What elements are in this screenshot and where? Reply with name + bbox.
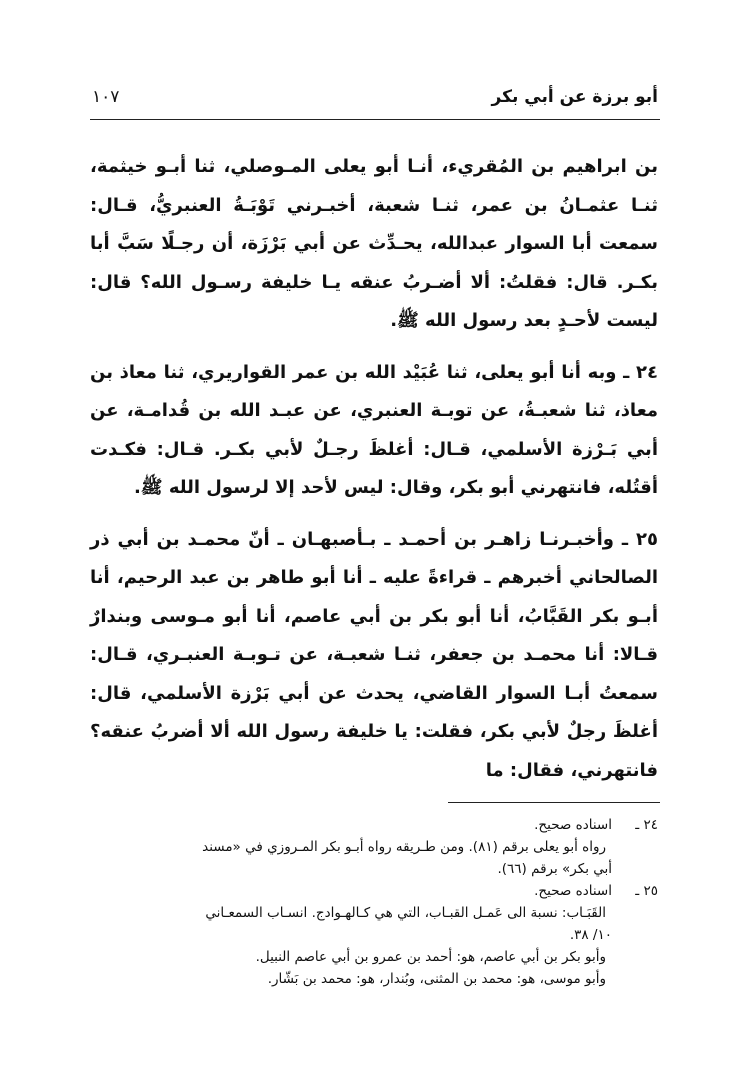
footnote-24	[92, 814, 658, 880]
footnote-25	[92, 880, 658, 990]
footnote-content	[92, 880, 612, 990]
footnote-content	[92, 814, 612, 880]
footnote-line: رواه أبو يعلى برقم (٨١). ومن طـريقه رواه أبـو بكر المـروزي في «مسند	[202, 839, 606, 855]
paragraph-24: ٢٤ ـ وبه أنا أبو يعلى، ثنا عُبَيْد الله بن عمر القواريري، ثنا معاذ بن معاذ، ثنا شعبـةُ، عن توبـة العنبري، عن عبـد الله بن قُدامـة، عن أبي بَـرْزة الأسلمي، قـال: أغلظَ رجـلٌ لأبي بكـر. قـال: فكـدت أقتُله، فانتهرني أبو بكر، وقال: ليس لأحد إلا لرسول الله ﷺ.	[90, 361, 658, 498]
footnote-number: ٢٥ ـ	[635, 883, 658, 899]
paragraph-25: ٢٥ ـ وأخبـرنـا زاهـر بن أحمـد ـ بـأصبهـان ـ أنّ محمـد بن أبي ذر الصالحاني أخبرهم ـ قراءةً عليه ـ أنا أبو طاهر بن عبد الرحيم، أنا أبـو بكر القَبَّابُ، أنا أبو بكر بن أبي عاصم، أنا أبو مـوسى وبندارٌ قـالا: أنا محمـد بن جعفر، ثنـا شعبـة، عن تـوبـة العنبـري، قـال: سمعتُ أبـا السوار القاضي، يحدث عن أبي بَرْزة الأسلمي، قال: أغلظَ رجلٌ لأبي بكر، فقلت: يا خليفة رسول الله ألا أضربُ عنقه؟ فانتهرني، فقال: ما	[90, 528, 658, 781]
page-number: ١٠٧	[92, 87, 120, 107]
footnote-line: اسناده صحيح.	[534, 817, 612, 833]
footnote-line: وأبو بكر بن أبي عاصم، هو: أحمد بن عمرو بن أبي عاصم النبيل.	[255, 949, 606, 965]
page-header	[92, 82, 658, 112]
footnote-line: ١٠/ ٣٨.	[569, 927, 612, 943]
paragraph-intro: بن ابراهيم بن المُقريء، أنـا أبو يعلى المـوصلي، ثنا أبـو خيثمة، ثنـا عثمـانُ بن عمر، ثنـا شعبة، أخبـرني تَوْبَـةُ العنبريُّ، قـال: سمعت أبا السوار عبدالله، يحـدِّث عن أبي بَرْزَة، أن رجـلًا سَبَّ أبا بكـر. قال: فقلتُ: ألا أضـربُ عنقه يـا خليفة رسـول الله؟ قال: ليست لأحـدٍ بعد رسول الله ﷺ.	[90, 156, 658, 331]
footnote-line: اسناده صحيح.	[534, 883, 612, 899]
footnote-divider	[448, 802, 660, 803]
header-divider	[90, 119, 660, 120]
footnote-line: القَبَـاب: نسبة الى عَمـل القبـاب، التي هي كـالهـوادج. انسـاب السمعـاني	[205, 905, 606, 921]
running-title: أبو برزة عن أبي بكر	[491, 87, 658, 107]
footnote-number: ٢٤ ـ	[635, 817, 658, 833]
footnote-line: وأبو موسى، هو: محمد بن المثنى، وبُندار، هو: محمد بن بَشّار.	[267, 971, 606, 987]
footnote-line: أبي بكر» برقم (٦٦).	[497, 861, 612, 877]
main-text	[90, 148, 658, 790]
footnotes	[92, 814, 658, 990]
